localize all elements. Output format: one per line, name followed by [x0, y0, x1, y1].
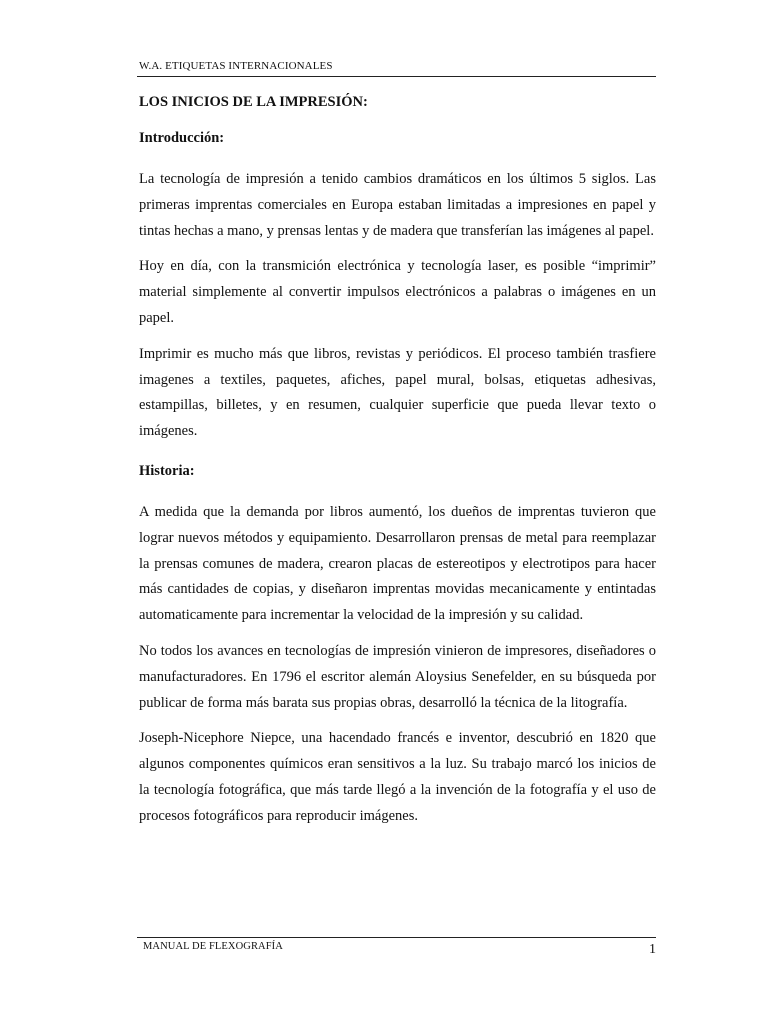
paragraph: La tecnología de impresión a tenido cambios dramáticos en los últimos 5 siglos. Las primeras imprentas comerciales en Europa estaban limitadas a impresiones en papel y tintas hechas a mano, y prensas lentas y de madera que transferían las imágenes al papel.	[139, 171, 656, 239]
paragraph: Imprimir es mucho más que libros, revistas y periódicos. El proceso también trasfiere imagenes a textiles, paquetes, afiches, papel mural, bolsas, etiquetas adhesivas, estampillas, billetes, y en resumen, cualquier superficie que pueda llevar texto o imágenes.	[139, 345, 656, 440]
running-header: W.A. ETIQUETAS INTERNACIONALES	[139, 60, 333, 72]
paragraph: A medida que la demanda por libros aumentó, los dueños de imprentas tuvieron que lograr nuevos métodos y equipamiento. Desarrollaron prensas de metal para reemplazar la prensas comunes de madera, crearon placas de estereotipos y electrotipos para hacer más cantidades de copias, y diseñaron imprentas movidas mecanicamente y entintadas automaticamente para incrementar la velocidad de la impresión y su calidad.	[139, 503, 656, 624]
document-title: LOS INICIOS DE LA IMPRESIÓN:	[139, 94, 368, 110]
paragraph: Joseph-Nicephore Niepce, una hacendado francés e inventor, descubrió en 1820 que algunos componentes químicos eran sensitivos a la luz. Su trabajo marcó los inicios de la tecnología fotográfica, que más tarde llegó a la invención de la fotografía y el uso de procesos fotográficos para reproducir imágenes.	[139, 730, 656, 824]
page-body	[139, 92, 656, 830]
running-footer: MANUAL DE FLEXOGRAFÍA	[143, 941, 283, 952]
header-divider	[137, 76, 656, 77]
footer-divider	[137, 937, 656, 938]
page-number: 1	[649, 942, 656, 957]
paragraph: No todos los avances en tecnologías de impresión vinieron de impresores, diseñadores o manufacturadores. En 1796 el escritor alemán Aloysius Senefelder, en su búsqueda por publicar de forma más barata sus propias obras, desarrolló la técnica de la litografía.	[139, 642, 656, 711]
section-heading-introduccion: Introducción:	[139, 130, 225, 146]
paragraph: Hoy en día, con la transmición electrónica y tecnología laser, es posible “imprimir” material simplemente al convertir impulsos electrónicos a palabras o imágenes en un papel.	[139, 258, 656, 326]
section-heading-historia: Historia:	[139, 462, 195, 479]
